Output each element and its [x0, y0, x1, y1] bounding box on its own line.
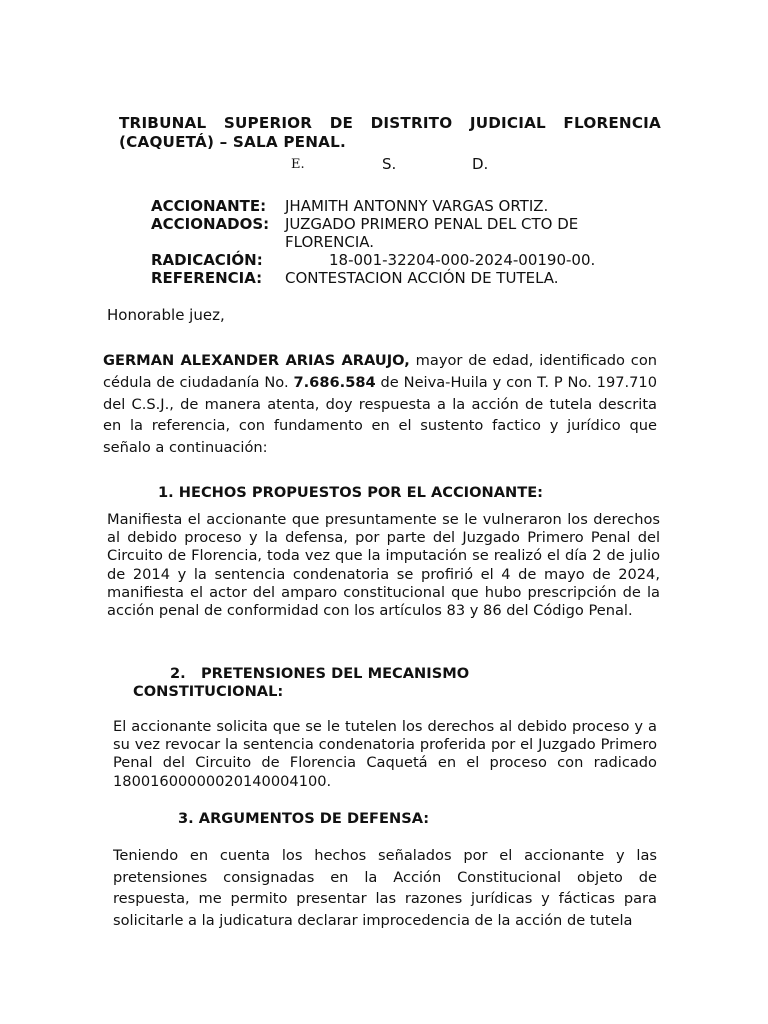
- referencia-row: [151, 269, 629, 287]
- document-title: TRIBUNAL SUPERIOR DE DISTRITO JUDICIAL FLORENCIA (CAQUETÁ) – SALA PENAL.: [119, 114, 661, 151]
- intro-paragraph: [103, 350, 657, 459]
- accionados-label: ACCIONADOS:: [151, 215, 270, 233]
- radicacion-row: [151, 251, 629, 269]
- section-3-body: Teniendo en cuenta los hechos señalados por el accionante y las pretensiones consignadas en la Acción Constitucional objeto de respuesta, me permito presentar las razones jurídicas y fácticas para solicitarle a la judicatura declarar improcedencia de la acción de tutela: [113, 847, 657, 929]
- section-2-heading-line2: CONSTITUCIONAL:: [133, 683, 284, 700]
- section-1-heading: 1. HECHOS PROPUESTOS POR EL ACCIONANTE:: [158, 484, 544, 501]
- accionados-value: JUZGADO PRIMERO PENAL DEL CTO DE FLORENCIA.: [285, 215, 579, 251]
- section-2-body: El accionante solicita que se le tutelen los derechos al debido proceso y a su vez revocar la sentencia condenatoria proferida por el Juzgado Primero Penal del Circuito de Florencia Caquetá en el proceso con radicado 18001600000020140004100.: [113, 718, 657, 790]
- section-3-heading: 3. ARGUMENTOS DE DEFENSA:: [178, 810, 430, 827]
- radicacion-label: RADICACIÓN:: [151, 251, 263, 269]
- radicacion-value: 18-001-32204-000-2024-00190-00.: [329, 251, 596, 269]
- accionados-row: [151, 215, 629, 251]
- section-1-body: Manifiesta el accionante que presuntamente se le vulneraron los derechos al debido proceso y la defensa, por parte del Juzgado Primero Penal del Circuito de Florencia, toda vez que la imputación se realizó el día 2 de julio de 2014 y la sentencia condenatoria se profirió el 4 de mayo de 2024, manifiesta el actor del amparo constitucional que hubo prescripción de la acción penal de conformidad con los artículos 83 y 86 del Código Penal.: [107, 511, 660, 620]
- author-name: GERMAN ALEXANDER ARIAS ARAUJO,: [103, 352, 410, 369]
- accionante-label: ACCIONANTE:: [151, 197, 267, 215]
- intro-text-a: mayor de edad, identificado con cédula de ciudadanía No.: [103, 352, 658, 391]
- salutation-e: E.: [291, 157, 305, 172]
- salutation-d: D.: [472, 155, 489, 173]
- intro-text-b: de Neiva-Huila y con T. P No. 197.710 del C.S.J., de manera atenta, doy respuesta a la acción de tutela descrita en la referencia, con fundamento en el sustento factico y jurídico que señalo a continuación:: [103, 373, 658, 457]
- salutation-s: S.: [382, 155, 397, 173]
- referencia-label: REFERENCIA:: [151, 269, 263, 287]
- referencia-value: CONTESTACION ACCIÓN DE TUTELA.: [285, 269, 559, 287]
- greeting: Honorable juez,: [107, 306, 225, 324]
- case-metadata: [151, 197, 629, 287]
- cedula-number: 7.686.584: [293, 373, 376, 391]
- accionante-value: JHAMITH ANTONNY VARGAS ORTIZ.: [285, 197, 549, 215]
- section-2-heading-line1: 2. PRETENSIONES DEL MECANISMO: [170, 665, 470, 682]
- accionante-row: [151, 197, 629, 215]
